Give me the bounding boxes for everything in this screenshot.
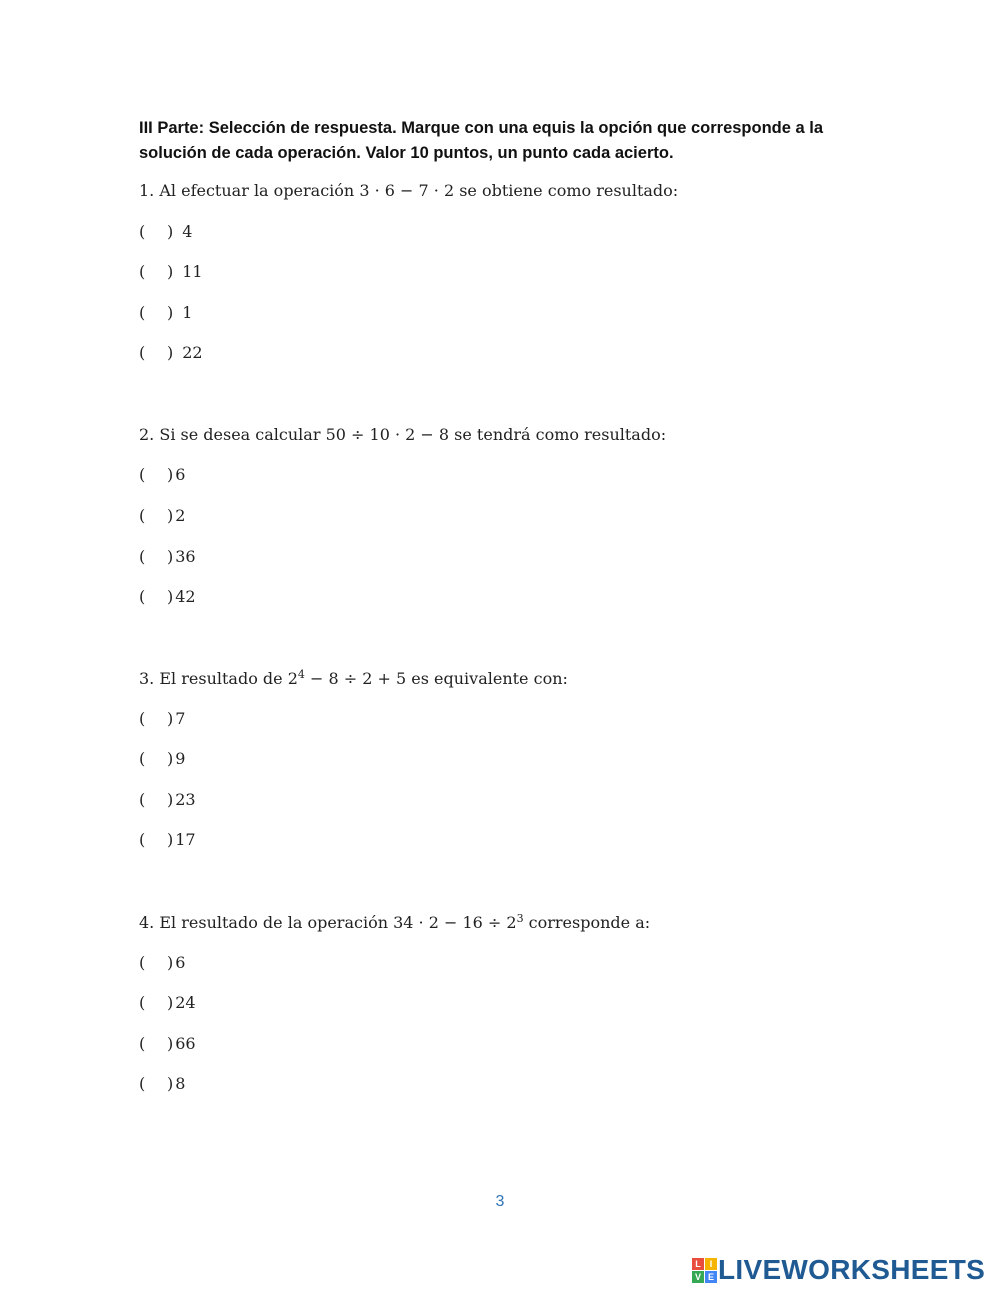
- question-1-option-c[interactable]: [139, 303, 192, 322]
- option-value: 6: [175, 953, 186, 972]
- answer-box-close: ): [167, 506, 174, 525]
- option-value: 42: [175, 587, 196, 606]
- answer-box-close: ): [167, 830, 174, 849]
- answer-box-open: (: [139, 790, 146, 809]
- question-4-option-a[interactable]: [139, 953, 185, 972]
- question-2-option-d[interactable]: [139, 587, 196, 606]
- logo-mark-l: L: [692, 1258, 704, 1270]
- option-value: 6: [175, 465, 186, 484]
- question-3-text-end: − 8 ÷ 2 + 5 es equivalente con:: [304, 669, 568, 688]
- answer-box-close: ): [167, 587, 174, 606]
- question-4-text: 4. El resultado de la operación 34 · 2 − 16 ÷ 2: [139, 913, 517, 932]
- answer-box-open: (: [139, 222, 146, 241]
- question-2-option-b[interactable]: [139, 506, 185, 525]
- answer-box-open: (: [139, 1034, 146, 1053]
- logo-mark-e: E: [705, 1271, 717, 1283]
- answer-box-close: ): [167, 953, 174, 972]
- question-3-option-d[interactable]: [139, 830, 196, 849]
- question-1-text: 1. Al efectuar la operación 3 · 6 − 7 · 2 se obtiene como resultado:: [139, 181, 679, 200]
- question-1-option-d[interactable]: [139, 343, 203, 362]
- question-1: [139, 181, 678, 200]
- answer-box-close: ): [167, 547, 174, 566]
- answer-box-open: (: [139, 749, 146, 768]
- instructions-line-1: III Parte: Selección de respuesta. Marque con una equis la opción que corresponde a la: [139, 119, 824, 137]
- answer-box-open: (: [139, 303, 146, 322]
- logo-mark-v: V: [692, 1271, 704, 1283]
- answer-box-close: ): [167, 1034, 174, 1053]
- question-1-option-a[interactable]: [139, 222, 192, 241]
- answer-box-open: (: [139, 830, 146, 849]
- question-4-option-b[interactable]: [139, 993, 196, 1012]
- question-2: [139, 425, 666, 444]
- question-3-option-c[interactable]: [139, 790, 196, 809]
- logo-mark-i: I: [705, 1258, 717, 1270]
- option-value: 9: [175, 749, 186, 768]
- option-value: 2: [175, 506, 186, 525]
- question-3-option-a[interactable]: [139, 709, 185, 728]
- instructions-line-2: solución de cada operación. Valor 10 puntos, un punto cada acierto.: [139, 144, 674, 162]
- answer-box-close: ): [167, 790, 174, 809]
- answer-box-close: ): [167, 262, 174, 281]
- question-3: [139, 668, 568, 688]
- answer-box-close: ): [167, 222, 174, 241]
- answer-box-close: ): [167, 749, 174, 768]
- question-3-text: 3. El resultado de 2: [139, 669, 298, 688]
- option-value: 36: [175, 547, 196, 566]
- question-3-option-b[interactable]: [139, 749, 185, 768]
- answer-box-open: (: [139, 1074, 146, 1093]
- option-value: 66: [175, 1034, 196, 1053]
- logo-text: LIVEWORKSHEETS: [718, 1254, 986, 1285]
- question-4-text-end: corresponde a:: [523, 913, 651, 932]
- option-value: 7: [175, 709, 186, 728]
- liveworksheets-logo: [692, 1256, 985, 1284]
- question-2-text: 2. Si se desea calcular 50 ÷ 10 · 2 − 8 se tendrá como resultado:: [139, 425, 667, 444]
- question-1-option-b[interactable]: [139, 262, 203, 281]
- answer-box-open: (: [139, 262, 146, 281]
- answer-box-close: ): [167, 993, 174, 1012]
- question-3-exponent: 4: [297, 668, 305, 681]
- answer-box-close: ): [167, 343, 174, 362]
- option-value: 1: [182, 303, 193, 322]
- answer-box-open: (: [139, 993, 146, 1012]
- answer-box-open: (: [139, 547, 146, 566]
- option-value: 8: [175, 1074, 186, 1093]
- logo-mark-icon: [692, 1258, 716, 1282]
- option-value: 23: [175, 790, 196, 809]
- option-value: 17: [175, 830, 196, 849]
- answer-box-open: (: [139, 953, 146, 972]
- question-4-option-c[interactable]: [139, 1034, 196, 1053]
- question-4-exponent: 3: [516, 912, 524, 925]
- answer-box-open: (: [139, 506, 146, 525]
- option-value: 4: [182, 222, 193, 241]
- answer-box-close: ): [167, 709, 174, 728]
- option-value: 11: [182, 262, 203, 281]
- question-4: [139, 912, 650, 932]
- option-value: 22: [182, 343, 203, 362]
- answer-box-open: (: [139, 465, 146, 484]
- section-instructions: [139, 116, 839, 166]
- option-value: 24: [175, 993, 196, 1012]
- answer-box-open: (: [139, 709, 146, 728]
- answer-box-open: (: [139, 587, 146, 606]
- question-2-option-a[interactable]: [139, 465, 185, 484]
- question-2-option-c[interactable]: [139, 547, 196, 566]
- answer-box-close: ): [167, 303, 174, 322]
- answer-box-close: ): [167, 1074, 174, 1093]
- question-4-option-d[interactable]: [139, 1074, 185, 1093]
- page-number: 3: [495, 1193, 505, 1210]
- answer-box-close: ): [167, 465, 174, 484]
- answer-box-open: (: [139, 343, 146, 362]
